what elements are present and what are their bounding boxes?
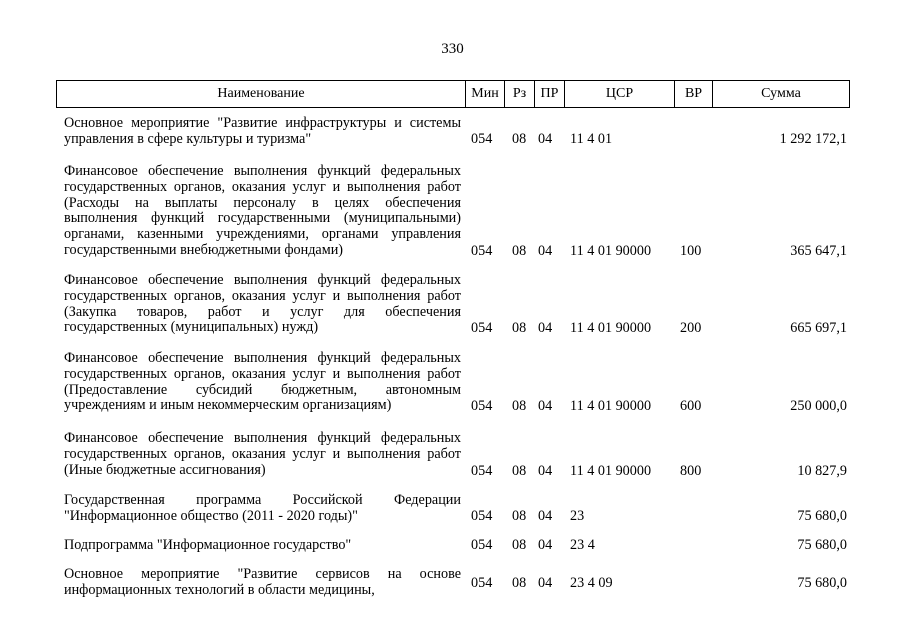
row-csr: 11 4 01 90000	[570, 243, 652, 259]
header-pr: ПР	[535, 81, 565, 107]
row-min: 054	[471, 243, 493, 259]
row-name: Финансовое обеспечение выполнения функций федеральных государственных органов, оказания услуг и выполнения работ (Предоставление субсидий бюджетным, автономным учреждениям и иным некоммерческим организациям)	[64, 350, 461, 414]
table-header	[56, 80, 850, 108]
row-vr: 800	[680, 463, 702, 479]
row-vr: 100	[680, 243, 702, 259]
row-csr: 11 4 01	[570, 131, 613, 147]
row-vr: 600	[680, 398, 702, 414]
row-csr: 23 4	[570, 537, 595, 553]
row-csr: 11 4 01 90000	[570, 463, 652, 479]
row-name: Подпрограмма "Информационное государство"	[64, 537, 352, 553]
header-csr: ЦСР	[565, 81, 675, 107]
row-sum: 75 680,0	[797, 508, 847, 524]
header-vr: ВР	[675, 81, 713, 107]
row-rz: 08	[512, 537, 527, 553]
row-rz: 08	[512, 320, 527, 336]
row-min: 054	[471, 131, 493, 147]
row-rz: 08	[512, 575, 527, 591]
row-sum: 250 000,0	[790, 398, 847, 414]
row-name: Финансовое обеспечение выполнения функций федеральных государственных органов, оказания услуг и выполнения работ (Закупка товаров, работ и услуг для обеспечения государственных (муниципальных) нужд)	[64, 272, 461, 336]
row-min: 054	[471, 508, 493, 524]
row-rz: 08	[512, 508, 527, 524]
row-csr: 23	[570, 508, 585, 524]
row-name: Финансовое обеспечение выполнения функций федеральных государственных органов, оказания услуг и выполнения работ (Иные бюджетные ассигнования)	[64, 430, 461, 478]
row-pr: 04	[538, 508, 553, 524]
row-name: Финансовое обеспечение выполнения функций федеральных государственных органов, оказания услуг и выполнения работ (Расходы на выплаты персоналу в целях обеспечения выполнения функций государственными (муниципальными) органами, казенными учреждениями, органами управления государственными внебюджетными фондами)	[64, 163, 461, 258]
row-pr: 04	[538, 575, 553, 591]
header-sum: Сумма	[761, 86, 801, 101]
row-vr: 200	[680, 320, 702, 336]
row-pr: 04	[538, 398, 553, 414]
header-rz: Рз	[505, 81, 535, 107]
page-number: 330	[441, 41, 464, 57]
row-rz: 08	[512, 398, 527, 414]
row-min: 054	[471, 398, 493, 414]
row-min: 054	[471, 537, 493, 553]
row-csr: 23 4 09	[570, 575, 613, 591]
row-name: Основное мероприятие "Развитие инфраструктуры и системы управления в сфере культуры и туризма"	[64, 115, 461, 147]
row-pr: 04	[538, 131, 553, 147]
row-min: 054	[471, 575, 493, 591]
row-sum: 665 697,1	[790, 320, 847, 336]
header-min: Мин	[466, 81, 505, 107]
row-name: Основное мероприятие "Развитие сервисов на основе информационных технологий в области медицины,	[64, 566, 461, 598]
row-sum: 75 680,0	[797, 575, 847, 591]
header-name: Наименование	[57, 81, 466, 107]
row-name: Государственная программа Российской Федерации "Информационное общество (2011 - 2020 годы)"	[64, 492, 461, 524]
row-csr: 11 4 01 90000	[570, 320, 652, 336]
row-sum: 1 292 172,1	[779, 131, 847, 147]
row-sum: 75 680,0	[797, 537, 847, 553]
row-csr: 11 4 01 90000	[570, 398, 652, 414]
row-sum: 365 647,1	[790, 243, 847, 259]
row-pr: 04	[538, 463, 553, 479]
row-rz: 08	[512, 243, 527, 259]
row-pr: 04	[538, 537, 553, 553]
row-pr: 04	[538, 243, 553, 259]
row-rz: 08	[512, 131, 527, 147]
row-min: 054	[471, 463, 493, 479]
row-sum: 10 827,9	[797, 463, 847, 479]
row-pr: 04	[538, 320, 553, 336]
row-rz: 08	[512, 463, 527, 479]
row-min: 054	[471, 320, 493, 336]
